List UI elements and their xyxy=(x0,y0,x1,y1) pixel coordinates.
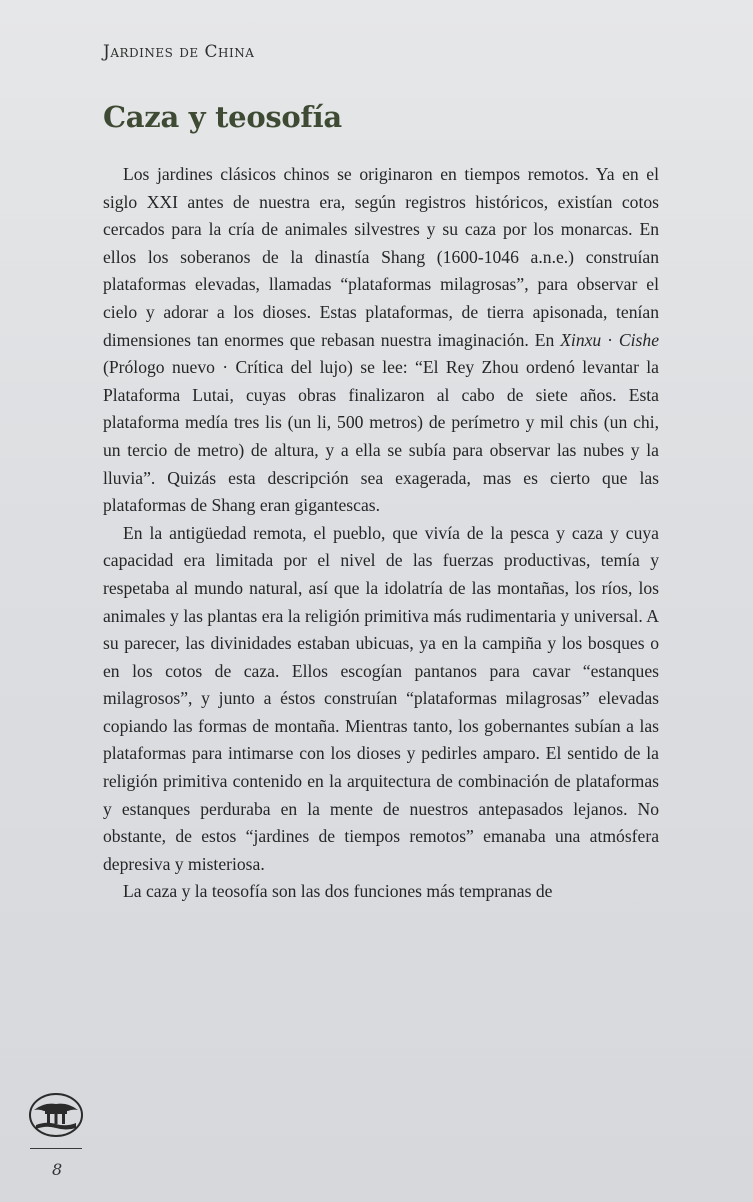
book-title-xinxu: Xinxu xyxy=(560,329,602,350)
body-text xyxy=(103,161,659,906)
paragraph-2: En la antigüedad remota, el pueblo, que vivía de la pesca y caza y cuya capacidad era limitada por el nivel de las fuerzas productivas, temía y respetaba al mundo natural, así que la idolatría de las montañas, los ríos, los animales y las plantas era la religión primitiva más rudimentaria y universal. A su parecer, las divinidades estaban ubicuas, ya en la campiña y los bosques o en los cotos de caza. Ellos escogían pantanos para cavar “estanques milagrosos”, y junto a éstos construían “plataformas milagrosas” elevadas copiando las formas de montaña. Mientras tanto, los gobernantes subían a las plataformas para intimarse con los dioses y pedirles amparo. El sentido de la religión primitiva contenido en la arquitectura de combinación de plataformas y estanques perduraba en la mente de nuestros antepasados lejanos. No obstante, de estos “jardines de tiempos remotos” emanaba una atmósfera depresiva y misteriosa. xyxy=(103,522,659,874)
paragraph-1-text-b: (Prólogo nuevo · Crítica del lujo) se lee: “El Rey Zhou ordenó levantar la Plataforma Lutai, cuyas obras finalizaron al cabo de siete años. Esta plataforma medía tres lis (un li, 500 metros) de perímetro y mil chis (un chi, un tercio de metro) de altura, y a ella se subía para observar las nubes y la lluvia”. Quizás esta descripción sea exagerada, mas es cierto que las plataformas de Shang eran gigantescas. xyxy=(103,357,659,516)
paragraph-1-text-a: Los jardines clásicos chinos se originaron en tiempos remotos. Ya en el siglo XXI antes de nuestra era, según registros históricos, existían cotos cercados para la cría de animales silvestres y su caza por los monarcas. En ellos los soberanos de la dinastía Shang (1600-1046 a.n.e.) construían plataformas elevadas, llamadas “plataformas milagrosas”, para observar el cielo y adorar a los dioses. Estas plataformas, de tierra apisonada, tenían dimensiones tan enormes que rebasan nuestra imaginación. En xyxy=(103,164,659,350)
book-title-cishe: Cishe xyxy=(618,329,659,350)
running-head: Jardines de China xyxy=(103,42,255,62)
paragraph-1 xyxy=(103,161,659,520)
pavilion-emblem-icon xyxy=(28,1092,84,1138)
page-number: 8 xyxy=(52,1160,63,1179)
section-title: Caza y teosofía xyxy=(103,100,342,134)
title-separator: · xyxy=(601,329,619,350)
footer-rule xyxy=(30,1148,82,1149)
paragraph-3: La caza y la teosofía son las dos funciones más tempranas de xyxy=(123,881,553,902)
